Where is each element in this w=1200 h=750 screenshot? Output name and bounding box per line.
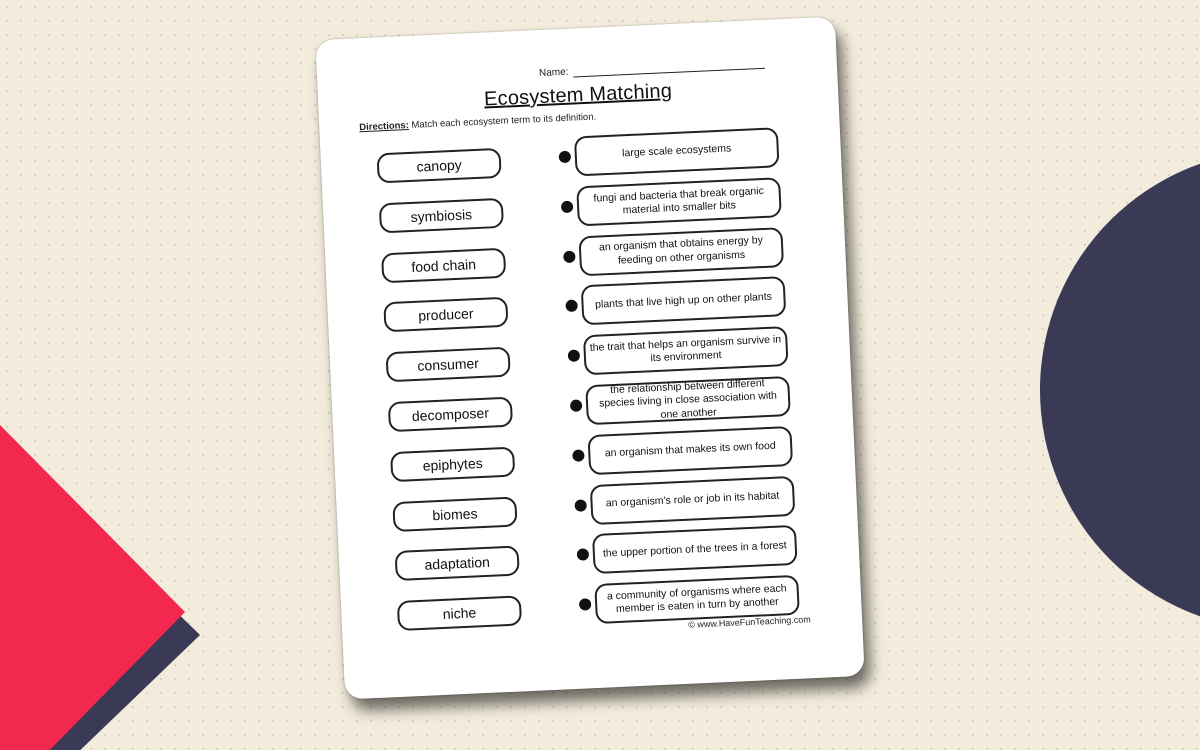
term-niche: niche: [397, 596, 522, 632]
match-dot[interactable]: [568, 350, 581, 363]
term-epiphytes: epiphytes: [390, 446, 515, 482]
term-producer: producer: [383, 297, 508, 333]
match-dot[interactable]: [574, 499, 587, 512]
name-line: [573, 58, 765, 78]
worksheet-title: Ecosystem Matching: [483, 80, 673, 111]
name-field: [539, 58, 766, 79]
definition-box: an organism's role or job in its habitat: [590, 475, 796, 524]
term-symbiosis: symbiosis: [379, 198, 504, 234]
definition-box: an organism that makes its own food: [587, 426, 793, 475]
directions-label: Directions:: [359, 119, 410, 134]
red-wedge-decoration: [0, 0, 260, 750]
match-dot[interactable]: [579, 598, 592, 611]
directions-text: Match each ecosystem term to its definition.: [411, 111, 597, 131]
match-dot[interactable]: [561, 200, 574, 213]
term-canopy: canopy: [377, 148, 502, 184]
match-dot[interactable]: [559, 151, 572, 164]
term-adaptation: adaptation: [395, 546, 520, 582]
definition-box: large scale ecosystems: [574, 127, 780, 176]
term-decomposer: decomposer: [388, 397, 513, 433]
term-food-chain: food chain: [381, 247, 506, 283]
navy-circle-decoration: [1040, 150, 1200, 630]
definition-box: the relationship between different species living in close association with one another: [585, 376, 791, 425]
match-dot[interactable]: [572, 449, 585, 462]
definition-box: the trait that helps an organism survive in its environment: [583, 326, 789, 375]
match-dot[interactable]: [565, 300, 578, 313]
definition-box: the upper portion of the trees in a forest: [592, 525, 798, 574]
copyright: © www.HaveFunTeaching.com: [687, 614, 811, 630]
definition-box: an organism that obtains energy by feeding on other organisms: [578, 227, 784, 276]
name-label: Name:: [538, 66, 569, 80]
match-dot[interactable]: [577, 549, 590, 562]
match-dot[interactable]: [563, 250, 576, 263]
term-biomes: biomes: [392, 496, 517, 532]
definition-box: plants that live high up on other plants: [581, 276, 787, 325]
worksheet-page: [315, 17, 864, 700]
definition-box: a community of organisms where each member is eaten in turn by another: [594, 575, 800, 624]
definition-box: fungi and bacteria that break organic material into smaller bits: [576, 177, 782, 226]
term-consumer: consumer: [386, 347, 511, 383]
match-dot[interactable]: [570, 399, 583, 412]
